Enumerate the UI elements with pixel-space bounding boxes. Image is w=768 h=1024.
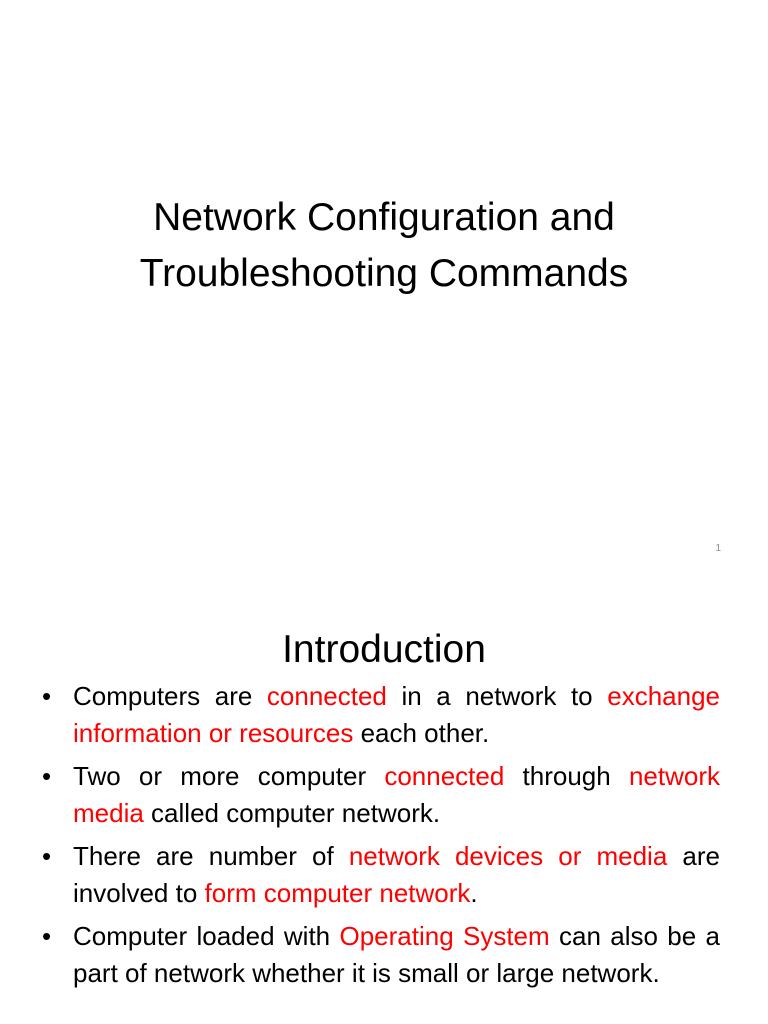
slide-number: 1	[715, 543, 721, 554]
bullet-item	[40, 678, 720, 752]
bullet-text-run: Two or more computer	[73, 761, 385, 791]
bullet-item	[40, 918, 720, 992]
highlighted-text: exchange information or resources	[73, 681, 720, 748]
highlighted-text: form computer network	[204, 878, 471, 908]
bullet-text-run: There are number of	[73, 841, 349, 871]
bullet-text	[73, 918, 720, 992]
bullet-item	[40, 838, 720, 912]
bullet-text-run: each other.	[353, 718, 490, 748]
slide-heading: Introduction	[282, 628, 486, 671]
slide-title-line-1: Network Configuration and	[153, 196, 615, 239]
bullet-dot: •	[42, 681, 52, 711]
bullet-text-run: are involved to	[73, 841, 720, 908]
bullet-text-run: through	[504, 761, 629, 791]
bullet-text	[73, 838, 720, 912]
slide-title	[0, 190, 768, 302]
slide-title-line-2: Troubleshooting Commands	[139, 252, 629, 295]
bullet-dot: •	[42, 761, 52, 791]
bullet-text	[73, 758, 720, 832]
highlighted-text: connected	[266, 681, 387, 711]
highlighted-text: Operating System	[339, 921, 550, 951]
highlighted-text: network devices or media	[348, 841, 668, 871]
slide-2	[0, 578, 768, 1024]
bullet-text-run: Computer loaded with	[73, 921, 340, 951]
bullet-text-run: Computers are	[73, 681, 267, 711]
bullet-item	[40, 758, 720, 832]
bullet-dot: •	[42, 841, 52, 871]
bullet-text	[73, 678, 720, 752]
highlighted-text: network media	[73, 761, 720, 828]
bullet-text-run: called computer network.	[143, 798, 441, 828]
bullet-text-run: .	[470, 878, 478, 908]
highlighted-text: connected	[384, 761, 505, 791]
bullet-text-run: can also be a part of network whether it is small or large network.	[73, 921, 720, 988]
bullet-text-run: in a network to	[386, 681, 608, 711]
bullet-dot: •	[42, 921, 52, 951]
bullet-list	[40, 678, 720, 998]
